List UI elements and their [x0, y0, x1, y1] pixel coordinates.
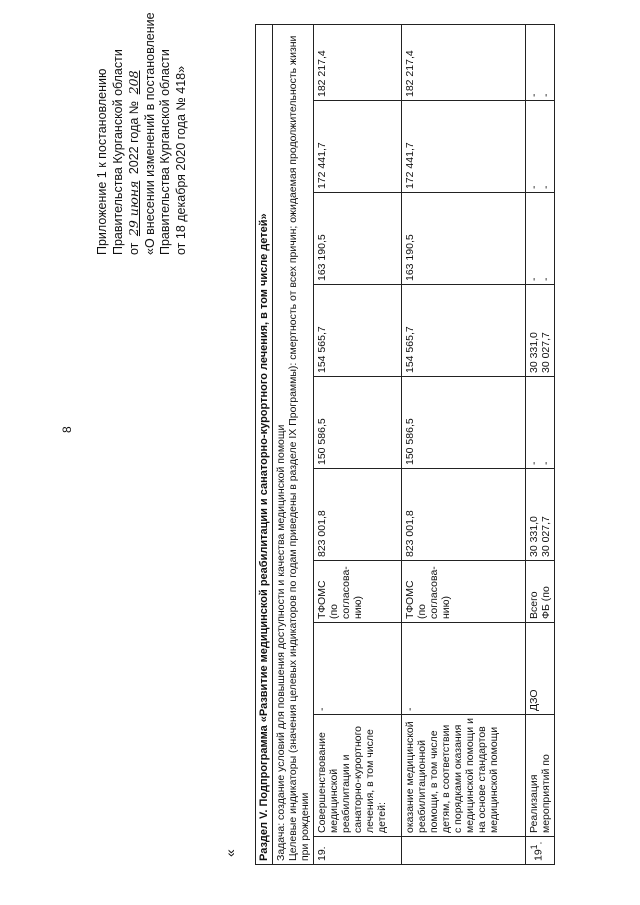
- table-row: [402, 24, 526, 864]
- year-all: -: [528, 461, 540, 465]
- executor: -: [402, 623, 526, 715]
- year-value: 163 190,5: [314, 193, 402, 285]
- year-value: [526, 101, 555, 193]
- year-fb: -: [540, 185, 552, 189]
- table-row: [314, 24, 402, 864]
- funding-source: ТФОМС (по согласова-нию): [402, 561, 526, 623]
- year-all: 30 331,0: [528, 332, 540, 373]
- year-value: 154 565,7: [314, 285, 402, 377]
- year-value: [526, 377, 555, 469]
- table-row: [526, 24, 555, 864]
- appendix-date-prefix: от: [127, 242, 141, 255]
- total-value: [526, 469, 555, 561]
- year-value: [526, 24, 555, 100]
- funding-source-all: Всего: [528, 591, 540, 619]
- task-text: Задача: создание условий для повышения доступности и качества медицинской помощи: [275, 424, 287, 861]
- year-value: 172 441,7: [402, 101, 526, 193]
- handwritten-date: 29 июня: [126, 180, 141, 237]
- year-value: 172 441,7: [314, 101, 402, 193]
- opening-quote: «: [222, 849, 238, 857]
- year-value: 150 586,5: [314, 377, 402, 469]
- year-all: -: [528, 185, 540, 189]
- funding-source: ТФОМС (по согласова-нию): [314, 561, 402, 623]
- funding-source: [526, 561, 555, 623]
- year-value: 163 190,5: [402, 193, 526, 285]
- appendix-line-2: Правительства Курганской области: [110, 49, 125, 255]
- section-title: Раздел V. Подпрограмма «Развитие медицинской реабилитации и санаторно-курортного лечения, в том числе детей»: [256, 24, 273, 864]
- year-value: [526, 285, 555, 377]
- executor: -: [314, 623, 402, 715]
- year-value: 154 565,7: [402, 285, 526, 377]
- year-fb: -: [540, 461, 552, 465]
- year-value: 182 217,4: [402, 24, 526, 100]
- page-number: 8: [60, 426, 74, 433]
- total-all: 30 331,0: [528, 516, 540, 557]
- year-value: [526, 193, 555, 285]
- appendix-line-4: «О внесении изменений в постановление: [142, 12, 157, 255]
- total-fb: 30 027,7: [540, 516, 552, 557]
- indicators-text: Целевые индикаторы (значения целевых индикаторов по годам приведены в разделе IX Программы): смертность от всех причин; ожидаемая продолжительность жизни при рождении: [287, 35, 311, 861]
- row-number: 19.: [314, 837, 402, 865]
- row-number-sup: 1: [529, 844, 539, 850]
- year-fb: -: [540, 93, 552, 97]
- total-value: 823 001,8: [402, 469, 526, 561]
- appendix-line-3: [126, 5, 143, 255]
- appendix-line-5: Правительства Курганской области: [158, 49, 172, 255]
- funding-source-fb: ФБ (по: [540, 586, 552, 619]
- total-value: 823 001,8: [314, 469, 402, 561]
- year-value: 182 217,4: [314, 24, 402, 100]
- task-row: [273, 24, 314, 864]
- appendix-line-1: Приложение 1 к постановлению: [95, 68, 109, 255]
- measure-name: Совершенствование медицинской реабилитации и санаторно-курортного лечения, в том числе детей:: [314, 715, 402, 837]
- row-number-suffix: .: [532, 841, 545, 845]
- appendix-year: 2022 года №: [127, 100, 141, 175]
- appendix-header: [95, 5, 189, 255]
- measure-name: оказание медицинской реабилитационной помощи, в том числе детям, в соответствии с порядками оказания медицинской помощи и на основе стандартов медицинской помощи: [402, 715, 526, 837]
- handwritten-number: 208: [126, 70, 141, 95]
- program-table: [255, 24, 555, 865]
- appendix-line-6: от 18 декабря 2020 года № 418»: [173, 65, 188, 255]
- row-number: [402, 837, 526, 865]
- year-all: -: [528, 277, 540, 281]
- year-fb: 30 027,7: [540, 332, 552, 373]
- section-title-row: [256, 24, 273, 864]
- year-value: 150 586,5: [402, 377, 526, 469]
- year-all: -: [528, 93, 540, 97]
- year-fb: -: [540, 277, 552, 281]
- row-number-main: 19: [532, 849, 545, 861]
- executor: ДЗО: [526, 623, 555, 715]
- measure-name: Реализация мероприятий по: [526, 715, 555, 837]
- row-number: [526, 837, 555, 865]
